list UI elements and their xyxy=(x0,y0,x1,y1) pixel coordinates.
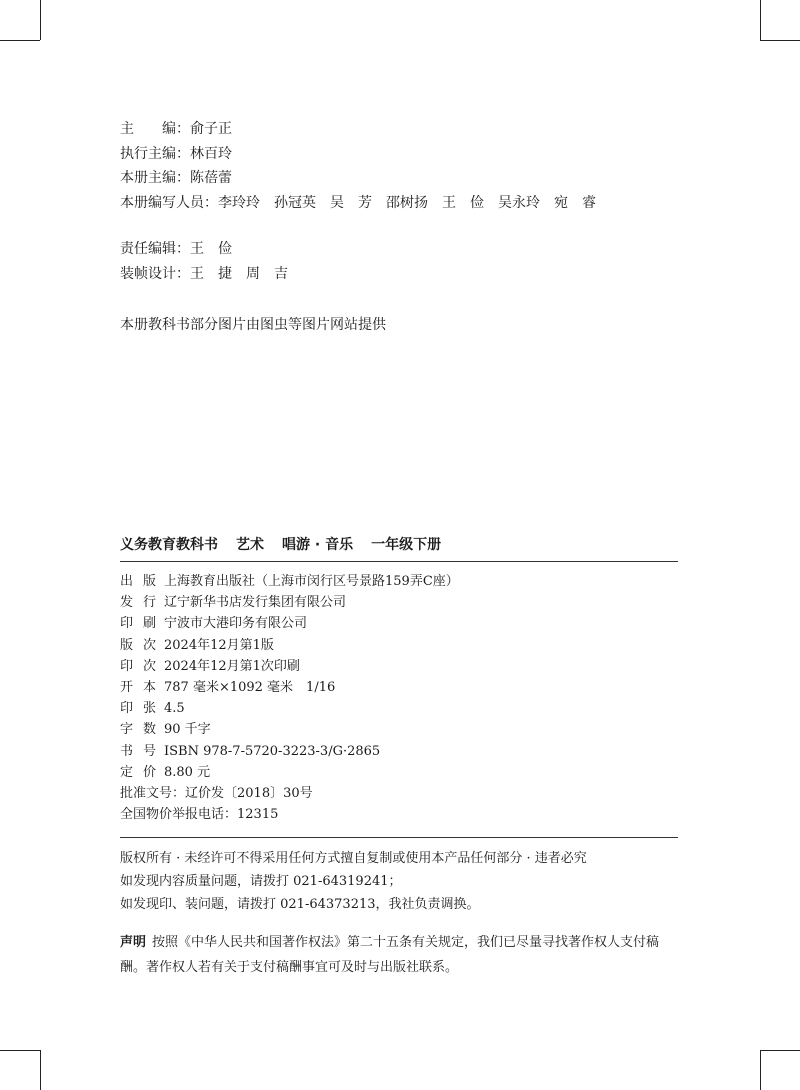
pub-info-key: 书号 xyxy=(120,743,167,759)
pub-info-key: 印次 xyxy=(120,658,167,674)
pub-info-row xyxy=(120,698,459,719)
pub-info-row xyxy=(120,571,459,592)
pub-info-value: 90 千字 xyxy=(164,722,211,738)
chief-editor-line: 主 编：俞子正 xyxy=(120,121,232,137)
volume-editor-line: 本册主编：陈蓓蕾 xyxy=(120,170,232,186)
pub-info-key: 版次 xyxy=(120,637,167,653)
pub-info-row xyxy=(120,613,459,634)
declaration-text: 按照《中华人民共和国著作权法》第二十五条有关规定，我们已尽量寻找著作权人支付稿酬。著作权人若有关于支付稿酬事宜可及时与出版社联系。 xyxy=(120,935,660,975)
approval-number: 批准文号：辽价发〔2018〕30号 xyxy=(120,785,313,801)
writers-line: 本册编写人员：李玲玲 孙冠英 吴 芳 邵树扬 王 俭 吴永玲 宛 睿 xyxy=(120,194,596,211)
printing-hotline: 如发现印、装问题，请拨打 021-64373213，我社负责调换。 xyxy=(120,897,480,912)
series-name: 义务教育教科书 xyxy=(120,537,218,553)
pub-info-key: 印张 xyxy=(120,701,167,717)
pub-info-value: 宁波市大港印务有限公司 xyxy=(164,616,308,632)
series-grade: 一年级下册 xyxy=(371,537,442,553)
price-hotline: 全国物价举报电话：12315 xyxy=(120,807,279,823)
declaration-label: 声明 xyxy=(120,935,147,950)
copyright-notices xyxy=(120,847,587,916)
executive-editor-line: 执行主编：林百玲 xyxy=(120,145,232,162)
pub-info-value: 4.5 xyxy=(164,701,185,717)
pub-info-row xyxy=(120,762,459,783)
pub-info-value: 2024年12月第1次印刷 xyxy=(164,658,300,674)
pub-info-key: 出版 xyxy=(120,574,167,589)
pub-info-value: ISBN 978-7-5720-3223-3/G·2865 xyxy=(164,743,381,759)
pub-info-value: 787 毫米×1092 毫米 1/16 xyxy=(164,679,336,695)
copyright-line: 版权所有 · 未经许可不得采用任何方式擅自复制或使用本产品任何部分 · 违者必究 xyxy=(120,851,587,866)
series-book: 唱游 · 音乐 xyxy=(282,537,354,553)
pub-info-row xyxy=(120,741,459,762)
divider-top xyxy=(120,561,678,562)
pub-info-value: 8.80 元 xyxy=(164,764,211,780)
pub-info-key: 开本 xyxy=(120,679,167,695)
pub-info-row xyxy=(120,656,459,677)
declaration xyxy=(120,930,680,980)
pub-info-key: 印刷 xyxy=(120,616,167,632)
pub-info-value: 辽宁新华书店发行集团有限公司 xyxy=(164,595,347,611)
pub-info-row xyxy=(120,592,459,613)
responsible-editor-line: 责任编辑：王 俭 xyxy=(120,241,232,257)
pub-info-value: 2024年12月第1版 xyxy=(164,637,274,653)
pub-info-key: 发行 xyxy=(120,595,167,611)
series-title xyxy=(120,534,459,554)
pub-info-key: 字数 xyxy=(120,722,167,738)
pub-info-key: 定价 xyxy=(120,764,167,780)
pub-info-row xyxy=(120,719,459,740)
publication-info xyxy=(120,571,459,825)
series-subject: 艺术 xyxy=(236,537,264,553)
divider-bottom xyxy=(120,837,678,838)
quality-hotline: 如发现内容质量问题，请拨打 021-64319241； xyxy=(120,874,402,889)
pub-info-row xyxy=(120,677,459,698)
pub-info-value: 上海教育出版社（上海市闵行区号景路159弄C座） xyxy=(164,574,459,589)
binding-design-line: 装帧设计：王 捷 周 吉 xyxy=(120,265,288,282)
credits-block xyxy=(120,117,596,286)
pub-info-row xyxy=(120,635,459,656)
image-source-note: 本册教科书部分图片由图虫等图片网站提供 xyxy=(120,317,386,333)
